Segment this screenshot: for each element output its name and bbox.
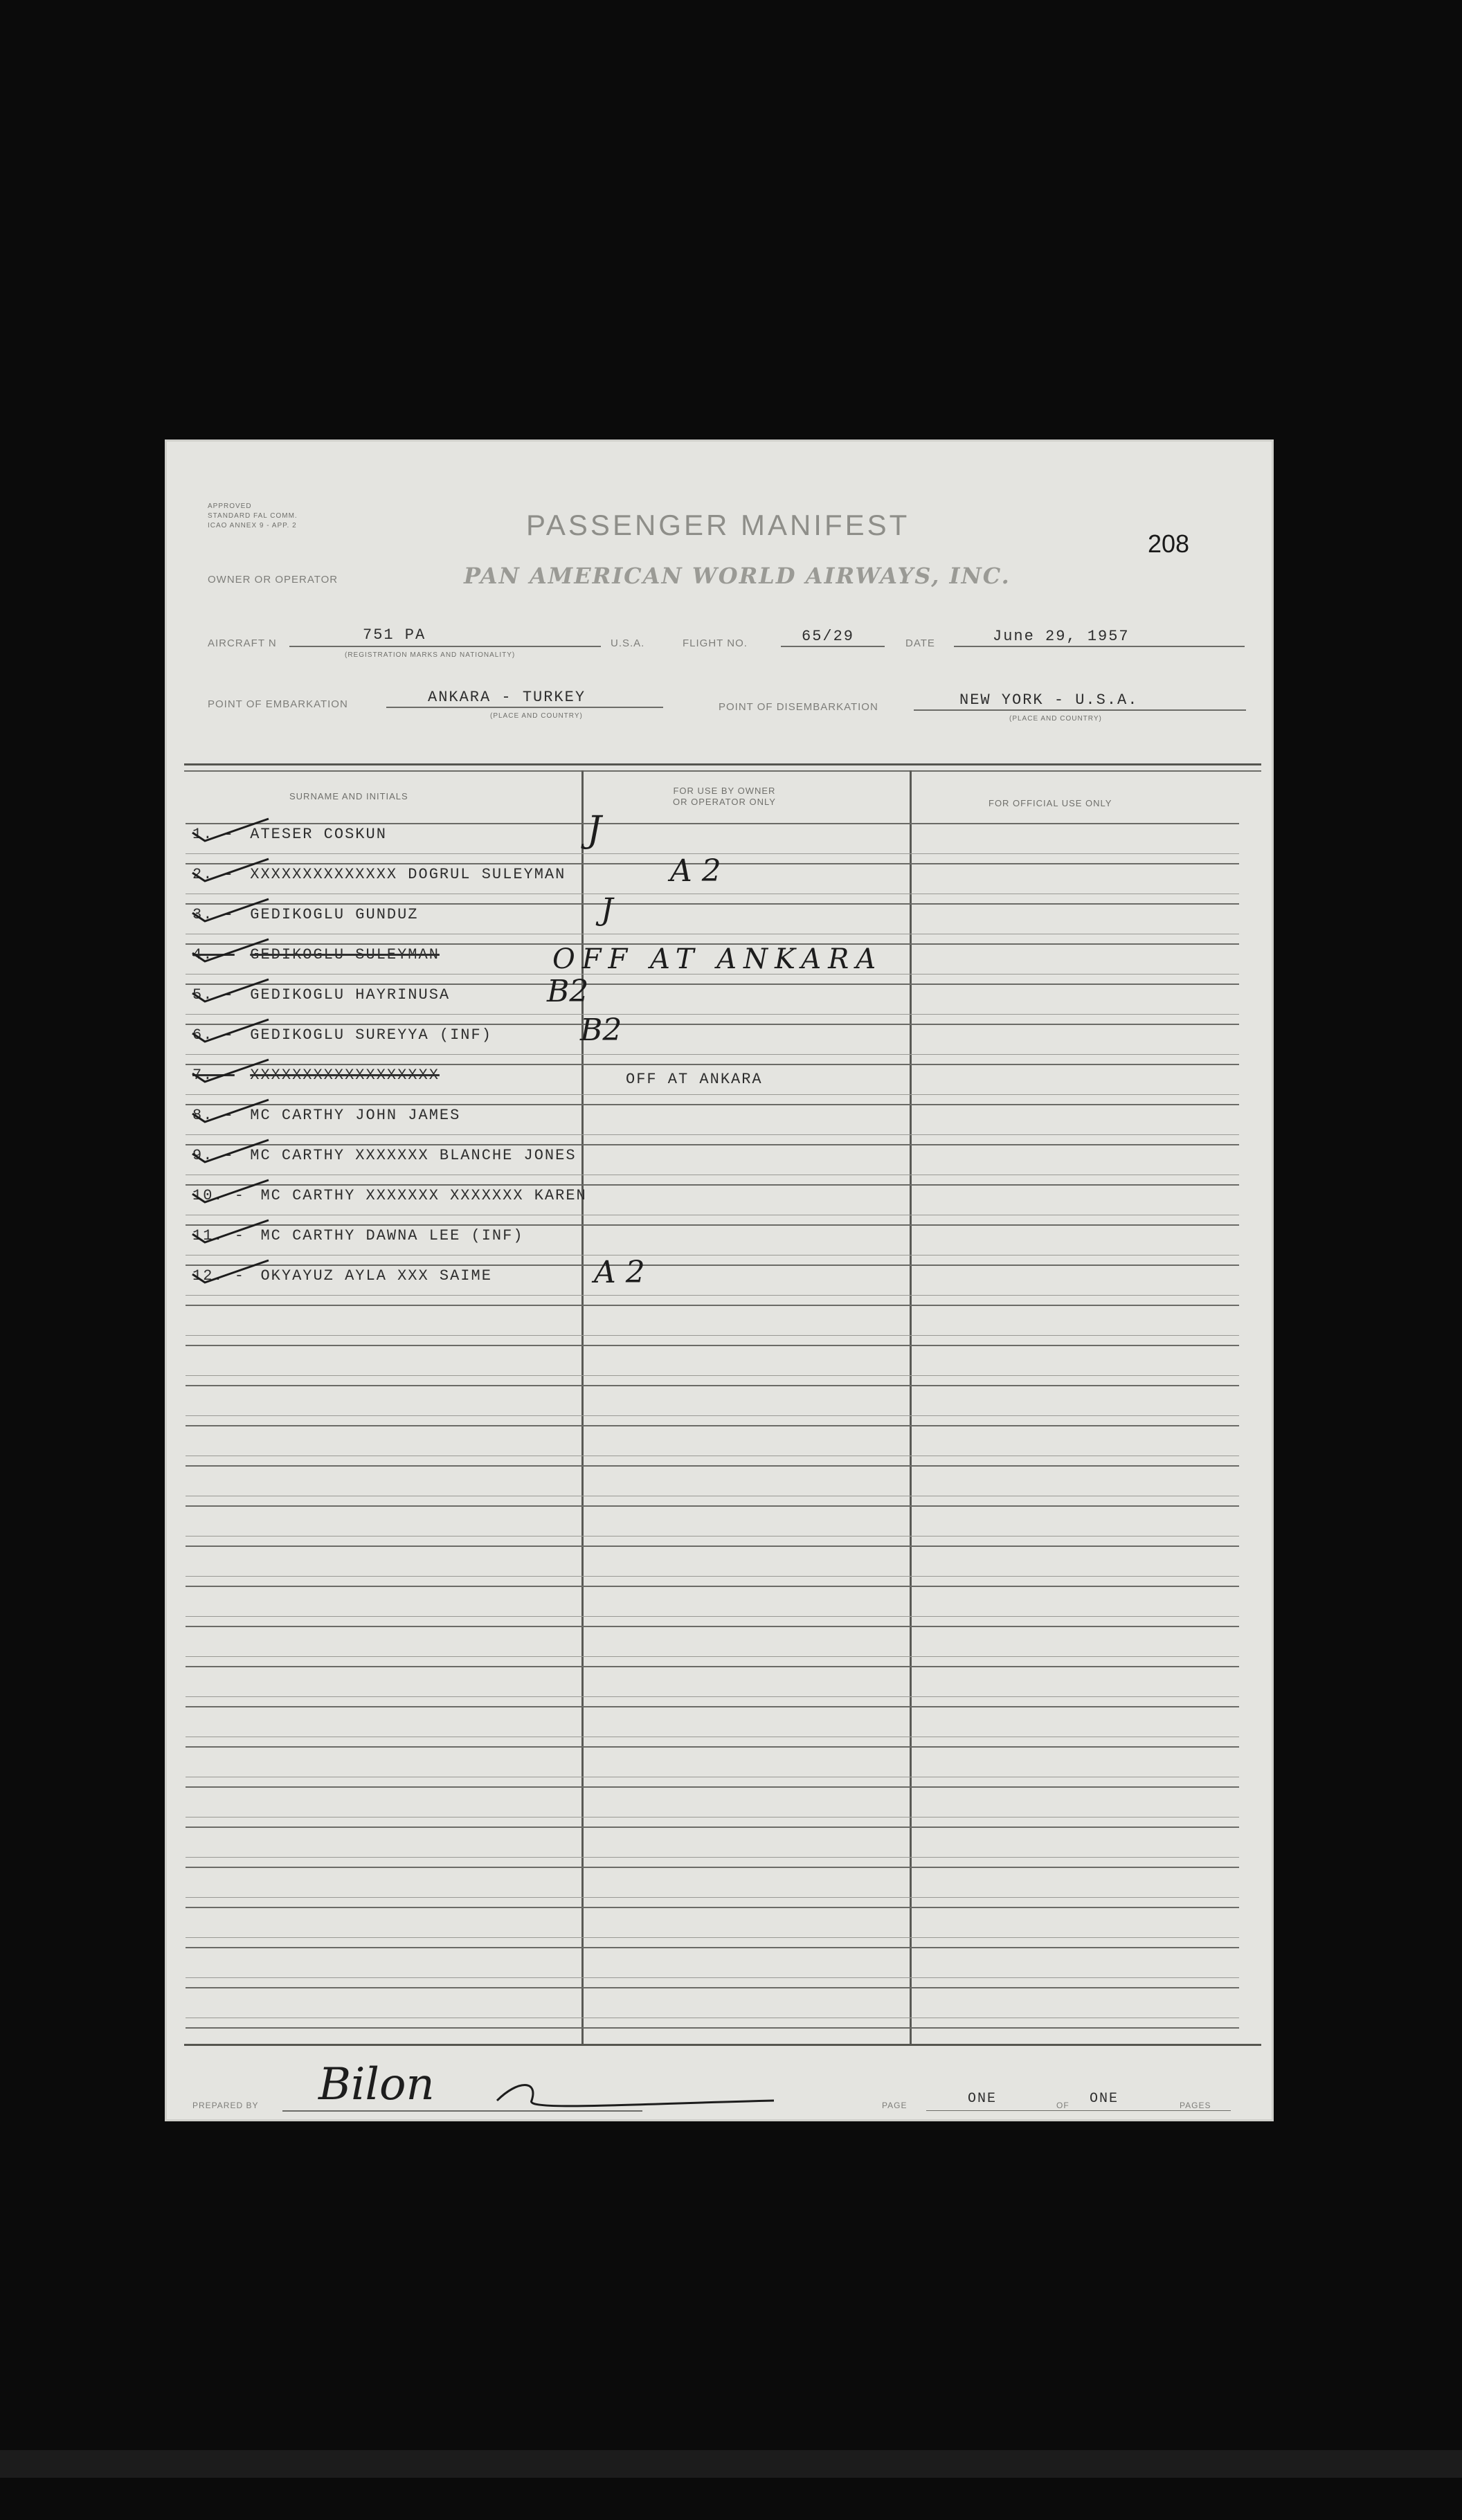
check-mark-icon bbox=[192, 1260, 269, 1282]
ruled-row-line bbox=[186, 1054, 1239, 1055]
flight-no-underline bbox=[781, 646, 885, 647]
ruled-row-line bbox=[186, 1255, 1239, 1256]
passenger-name: GEDIKOGLU SUREYYA (INF) bbox=[250, 1026, 492, 1044]
check-mark-icon bbox=[192, 1140, 269, 1162]
owner-note: J bbox=[587, 809, 602, 851]
table-top-rule bbox=[184, 763, 1261, 765]
ruled-row-line bbox=[186, 1385, 1239, 1386]
page-value: ONE bbox=[968, 2091, 998, 2107]
passenger-name: OKYAYUZ AYLA XXX SAIME bbox=[260, 1267, 492, 1285]
ruled-row-line bbox=[186, 1786, 1239, 1788]
check-mark-icon bbox=[192, 899, 269, 921]
passenger-number: 7. - bbox=[192, 1067, 235, 1084]
operator-name: PAN AMERICAN WORLD AIRWAYS, INC. bbox=[464, 563, 1011, 589]
passenger-number: 5. - bbox=[192, 986, 235, 1004]
passenger-name: GEDIKOGLU GUNDUZ bbox=[250, 906, 419, 923]
ruled-row-line bbox=[186, 1415, 1239, 1416]
column-header-owner-use bbox=[673, 786, 776, 808]
owner-note: OFF AT ANKARA bbox=[626, 1071, 763, 1088]
owner-note: A 2 bbox=[670, 853, 721, 889]
usa-label: U.S.A. bbox=[611, 637, 645, 649]
approval-label: APPROVED bbox=[208, 502, 252, 510]
of-label: OF bbox=[1056, 2101, 1070, 2110]
ruled-row-line bbox=[186, 1305, 1239, 1306]
ruled-row-line bbox=[186, 983, 1239, 985]
owner-note: A 2 bbox=[594, 1255, 645, 1290]
ruled-row-line bbox=[186, 1857, 1239, 1858]
ruled-row-line bbox=[186, 1746, 1239, 1748]
ruled-row-line bbox=[186, 1104, 1239, 1105]
pages-label: PAGES bbox=[1180, 2101, 1211, 2110]
ruled-row-line bbox=[186, 1134, 1239, 1135]
owner-note: B2 bbox=[547, 974, 589, 1009]
ruled-row-line bbox=[186, 1666, 1239, 1667]
passenger-number: 6. - bbox=[192, 1026, 235, 1044]
flight-no-label: FLIGHT NO. bbox=[683, 637, 748, 649]
disembarkation-value: NEW YORK - U.S.A. bbox=[959, 691, 1139, 709]
passenger-name: ATESER COSKUN bbox=[250, 826, 387, 843]
embarkation-sublabel: (PLACE AND COUNTRY) bbox=[490, 712, 583, 720]
owner-note: OFF AT ANKARA bbox=[552, 943, 883, 975]
check-mark-icon bbox=[192, 1180, 269, 1202]
page-label: PAGE bbox=[882, 2101, 908, 2110]
passenger-number: 11. - bbox=[192, 1227, 246, 1244]
ruled-row-line bbox=[186, 1505, 1239, 1507]
of-value: ONE bbox=[1090, 2091, 1119, 2107]
ruled-row-line bbox=[186, 1947, 1239, 1948]
ruled-row-line bbox=[186, 1937, 1239, 1938]
prepared-by-label: PREPARED BY bbox=[192, 2101, 259, 2110]
ruled-row-line bbox=[186, 1144, 1239, 1145]
embarkation-value: ANKARA - TURKEY bbox=[428, 689, 586, 706]
ruled-row-line bbox=[186, 1345, 1239, 1346]
ruled-row-line bbox=[186, 2027, 1239, 2029]
ruled-row-line bbox=[186, 1907, 1239, 1908]
aircraft-sublabel: (REGISTRATION MARKS AND NATIONALITY) bbox=[345, 651, 516, 659]
owner-label: OWNER OR OPERATOR bbox=[208, 574, 339, 586]
ruled-row-line bbox=[186, 1826, 1239, 1828]
ruled-row-line bbox=[186, 1987, 1239, 1988]
ruled-row-line bbox=[186, 1977, 1239, 1978]
ruled-row-line bbox=[186, 1586, 1239, 1587]
check-mark-icon bbox=[192, 979, 269, 1001]
page-number: 208 bbox=[1148, 529, 1190, 558]
approval-line-1: STANDARD FAL COMM. bbox=[208, 512, 298, 520]
aircraft-label: AIRCRAFT N bbox=[208, 637, 277, 649]
check-mark-icon bbox=[192, 1220, 269, 1242]
ruled-row-line bbox=[186, 1375, 1239, 1376]
ruled-row-line bbox=[186, 1264, 1239, 1266]
scan-edge-band bbox=[0, 2450, 1462, 2478]
ruled-row-line bbox=[186, 1094, 1239, 1095]
passenger-manifest-sheet bbox=[165, 439, 1274, 2121]
passenger-number: 1. - bbox=[192, 826, 235, 843]
ruled-row-line bbox=[186, 1064, 1239, 1065]
owner-note: J bbox=[601, 892, 613, 927]
passenger-name: MC CARTHY JOHN JAMES bbox=[250, 1107, 461, 1124]
passenger-number: 9. - bbox=[192, 1147, 235, 1164]
passenger-name: GEDIKOGLU HAYRINUSA bbox=[250, 986, 451, 1004]
approval-stamp bbox=[208, 502, 298, 531]
ruled-row-line bbox=[186, 1706, 1239, 1707]
check-mark-icon bbox=[192, 859, 269, 881]
ruled-row-line bbox=[186, 1224, 1239, 1226]
passenger-number: 12. - bbox=[192, 1267, 246, 1285]
ruled-row-line bbox=[186, 1295, 1239, 1296]
check-mark-icon bbox=[192, 819, 269, 841]
ruled-row-line bbox=[186, 1024, 1239, 1025]
owner-use-line-2: OR OPERATOR ONLY bbox=[673, 797, 776, 807]
owner-use-line-1: FOR USE BY OWNER bbox=[673, 786, 776, 796]
passenger-number: 3. - bbox=[192, 906, 235, 923]
passenger-number: 4. - bbox=[192, 946, 235, 963]
preparer-signature: Bilon bbox=[318, 2059, 435, 2110]
disembarkation-sublabel: (PLACE AND COUNTRY) bbox=[1009, 715, 1102, 723]
ruled-row-line bbox=[186, 1576, 1239, 1577]
approval-line-2: ICAO ANNEX 9 - APP. 2 bbox=[208, 522, 297, 529]
disembarkation-underline bbox=[914, 709, 1246, 711]
embarkation-label: POINT OF EMBARKATION bbox=[208, 698, 348, 710]
table-bottom-rule bbox=[184, 2044, 1261, 2046]
check-mark-icon bbox=[192, 1019, 269, 1042]
ruled-row-line bbox=[186, 1897, 1239, 1898]
page-underline bbox=[926, 2110, 1231, 2111]
passenger-number: 2. - bbox=[192, 866, 235, 883]
ruled-row-line bbox=[186, 903, 1239, 905]
ruled-row-line bbox=[186, 1616, 1239, 1617]
column-header-surname: SURNAME AND INITIALS bbox=[289, 791, 408, 801]
ruled-row-line bbox=[186, 1425, 1239, 1426]
aircraft-underline bbox=[289, 646, 601, 647]
column-header-official: FOR OFFICIAL USE ONLY bbox=[989, 798, 1112, 808]
check-mark-icon bbox=[192, 939, 269, 961]
date-label: DATE bbox=[905, 637, 935, 649]
check-mark-group bbox=[192, 819, 269, 1282]
ruled-row-line bbox=[186, 1465, 1239, 1467]
check-mark-icon bbox=[192, 1060, 269, 1082]
passenger-name: MC CARTHY DAWNA LEE (INF) bbox=[260, 1227, 524, 1244]
embarkation-underline bbox=[386, 707, 663, 708]
ruled-row-line bbox=[186, 823, 1239, 824]
passenger-name: XXXXXXXXXXXXXXXXXX bbox=[250, 1067, 440, 1084]
ruled-row-line bbox=[186, 1867, 1239, 1868]
passenger-number: 10. - bbox=[192, 1187, 246, 1204]
column-divider-2 bbox=[910, 770, 912, 2044]
passenger-name: MC CARTHY XXXXXXX BLANCHE JONES bbox=[250, 1147, 577, 1164]
ruled-row-line bbox=[186, 1335, 1239, 1336]
check-marks bbox=[186, 813, 296, 1312]
ruled-row-line bbox=[186, 1184, 1239, 1186]
check-mark-icon bbox=[192, 1100, 269, 1122]
table-top-rule-2 bbox=[184, 770, 1261, 772]
passenger-name: XXXXXXXXXXXXXX DOGRUL SULEYMAN bbox=[250, 866, 566, 883]
aircraft-value: 751 PA bbox=[363, 626, 426, 644]
date-value: June 29, 1957 bbox=[993, 628, 1130, 645]
ruled-row-line bbox=[186, 1817, 1239, 1818]
owner-note: B2 bbox=[580, 1013, 622, 1048]
disembarkation-label: POINT OF DISEMBARKATION bbox=[719, 701, 878, 713]
ruled-row-line bbox=[186, 1545, 1239, 1547]
passenger-number: 8. - bbox=[192, 1107, 235, 1124]
ruled-row-line bbox=[186, 1626, 1239, 1627]
passenger-name: GEDIKOGLU SULEYMAN bbox=[250, 946, 440, 963]
ruled-row-line bbox=[186, 1536, 1239, 1537]
ruled-row-line bbox=[186, 1014, 1239, 1015]
ruled-row-line bbox=[186, 1656, 1239, 1657]
ruled-row-line bbox=[186, 1696, 1239, 1697]
date-underline bbox=[954, 646, 1245, 647]
flight-no-value: 65/29 bbox=[802, 628, 855, 645]
page-title: PASSENGER MANIFEST bbox=[526, 509, 910, 541]
prepared-by-underline bbox=[282, 2110, 642, 2112]
passenger-name: MC CARTHY XXXXXXX XXXXXXX KAREN bbox=[260, 1187, 587, 1204]
signature-flourish bbox=[490, 2073, 781, 2114]
